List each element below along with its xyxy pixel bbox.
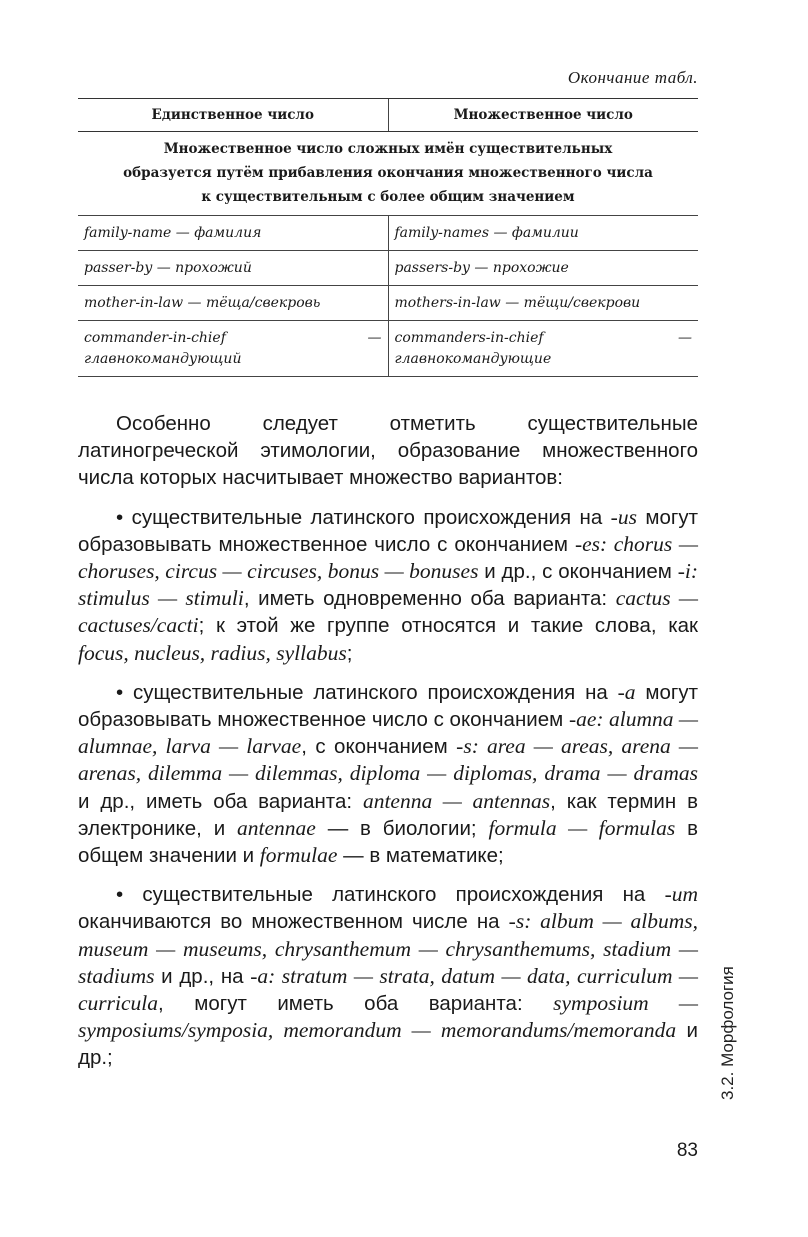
italic-run: -i: stimulus — stimuli xyxy=(78,559,698,611)
italic-run: cactus — cactuses/cacti xyxy=(78,586,698,638)
italic-run: -us xyxy=(610,504,637,529)
cell-singular: passer-by — прохожий xyxy=(78,251,388,286)
text-run: могут образовывать множественное число с окончанием xyxy=(78,680,698,732)
paragraph-us xyxy=(78,504,698,667)
text-run: , могут иметь оба варианта: xyxy=(158,992,554,1016)
table-row xyxy=(78,216,698,251)
cell-plural: commanders-in-chief — главнокомандующие xyxy=(388,321,698,377)
text-run: ; к этой же группе относятся и такие слова, как xyxy=(198,614,698,638)
intro-paragraph: Особенно следует отметить существительные латиногреческой этимологии, образование множественного числа которых насчитывает множество вариантов: xyxy=(78,412,698,490)
body-text xyxy=(78,410,698,1084)
table-row xyxy=(78,251,698,286)
italic-run: formulae xyxy=(259,843,338,868)
text-run: и др., иметь оба варианта: xyxy=(78,789,363,813)
paragraph-a xyxy=(78,679,698,869)
text-run: • существительные латинского происхождения на xyxy=(116,505,611,529)
text-run: могут образовывать множественное число с окончанием xyxy=(78,505,698,556)
italic-run: -ae: alumna — alumnae, larva — larvae xyxy=(78,707,699,759)
text-run: и др., на xyxy=(154,964,251,988)
cell-singular: mother-in-law — тёща/свекровь xyxy=(78,286,388,321)
italic-run: formula — formulas xyxy=(488,815,676,840)
header-plural: Множественное число xyxy=(388,99,698,132)
text-run: и др.; xyxy=(78,1019,698,1070)
italic-run: -s: album — albums, museum — museums, chrysanthemum — chrysanthemums, stadium — stadiums xyxy=(78,909,699,988)
text-run: ; xyxy=(346,641,353,665)
header-singular: Единственное число xyxy=(78,99,388,132)
italic-run: focus, nucleus, radius, syllabus xyxy=(78,640,347,665)
text-run: и др., с окончанием xyxy=(478,560,678,584)
page-number: 83 xyxy=(676,1140,698,1161)
italic-run: -s: area — areas, arena — arenas, dilemma — dilemmas, diploma — diplomas, drama — dramas xyxy=(78,734,699,786)
text-run: , с окончанием xyxy=(301,735,457,759)
grammar-table xyxy=(78,98,698,377)
cell-plural: family-names — фамилии xyxy=(388,216,698,251)
cell-singular: family-name — фамилия xyxy=(78,216,388,251)
italic-run: antennae xyxy=(237,815,316,840)
table-row xyxy=(78,286,698,321)
cell-singular: commander-in-chief — главнокомандующий xyxy=(78,321,388,377)
running-head: 3.2. Морфология xyxy=(718,966,737,1100)
italic-run: -es: chorus — choruses, circus — circuses, bonus — bonuses xyxy=(78,531,699,584)
text-run: , иметь одновременно оба варианта: xyxy=(243,587,616,611)
text-run: — в биологии; xyxy=(315,816,489,840)
italic-run: -a: stratum — strata, datum — data, curriculum — curricula xyxy=(78,963,698,1016)
text-run: оканчиваются во множественном числе на xyxy=(78,910,509,934)
cell-plural: passers-by — прохожие xyxy=(388,251,698,286)
table-row xyxy=(78,321,698,377)
text-run: • существительные латинского происхождения на xyxy=(116,680,618,704)
italic-run: -um xyxy=(664,882,698,907)
paragraph-um xyxy=(78,881,698,1071)
italic-run: antenna — antennas xyxy=(362,788,551,813)
italic-run: symposium — symposiums/symposia, memorandum — memorandums/memoranda xyxy=(78,991,698,1043)
text-run: в общем значении и xyxy=(78,816,698,868)
text-run: — в математике; xyxy=(337,844,504,868)
table-rule: Множественное число сложных имён существительных образуется путём прибавления окончания множественного числа к существительным с более общим значением xyxy=(78,132,698,216)
text-run: • существительные латинского происхождения на xyxy=(116,883,665,907)
cell-plural: mothers-in-law — тёщи/свекрови xyxy=(388,286,698,321)
table-caption: Окончание табл. xyxy=(567,68,698,87)
text-run: , как термин в электронике, и xyxy=(78,789,698,840)
italic-run: -a xyxy=(617,679,636,704)
